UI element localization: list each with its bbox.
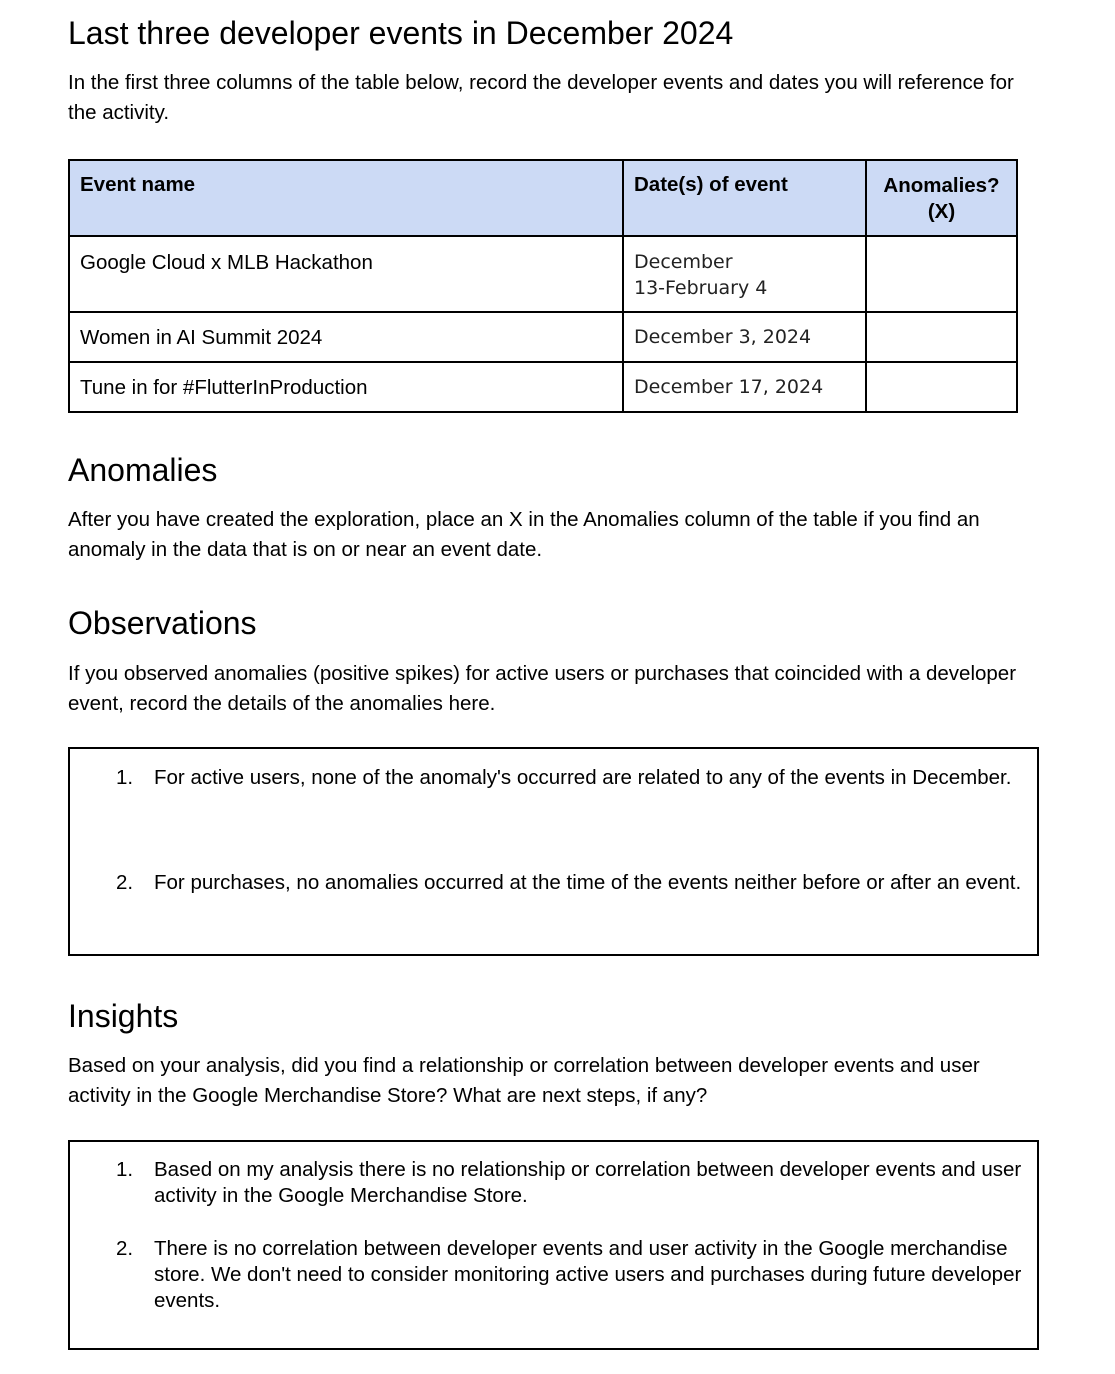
intro-paragraph: In the first three columns of the table below, record the developer events and dates you will reference for the activity.	[68, 71, 1014, 124]
anomalies-paragraph: After you have created the exploration, place an X in the Anomalies column of the table if you find an anomaly in the data that is on or near an event date.	[68, 508, 980, 561]
list-item-number: 1.	[116, 1158, 134, 1181]
list-item	[116, 765, 1022, 791]
event-date-cell[interactable]	[623, 236, 866, 312]
list-item-text: For active users, none of the anomaly's occurred are related to any of the events in December.	[154, 766, 1012, 789]
table-header-row	[69, 160, 1017, 236]
event-name-cell[interactable]: Women in AI Summit 2024	[69, 312, 623, 362]
event-date-line1: December	[634, 251, 733, 273]
anomalies-heading: Anomalies	[68, 452, 218, 488]
insights-paragraph: Based on your analysis, did you find a relationship or correlation between developer events and user activity in the Google Merchandise Store? What are next steps, if any?	[68, 1054, 980, 1107]
list-item	[116, 1236, 1022, 1314]
header-anomalies-line1: Anomalies?	[883, 174, 1000, 197]
event-date-cell[interactable]: December 17, 2024	[623, 362, 866, 412]
event-date-line2: 13-February 4	[634, 277, 768, 299]
observations-answer-box[interactable]	[68, 747, 1039, 956]
list-item-number: 2.	[116, 1237, 134, 1260]
page-title: Last three developer events in December 2024	[68, 15, 734, 51]
list-item	[116, 870, 1022, 896]
observations-heading: Observations	[68, 605, 257, 641]
table-row	[69, 236, 1017, 312]
list-item-number: 2.	[116, 871, 134, 894]
header-anomalies-line2: (X)	[927, 200, 956, 223]
list-item	[116, 1157, 1022, 1209]
header-dates: Date(s) of event	[623, 160, 866, 236]
observations-paragraph: If you observed anomalies (positive spikes) for active users or purchases that coincided with a developer event, record the details of the anomalies here.	[68, 662, 1017, 715]
list-item-text: Based on my analysis there is no relationship or correlation between developer events and user activity in the Google Merchandise Store.	[154, 1158, 1022, 1207]
event-name-cell[interactable]: Google Cloud x MLB Hackathon	[69, 236, 623, 312]
event-name-cell[interactable]: Tune in for #FlutterInProduction	[69, 362, 623, 412]
anomaly-cell[interactable]	[866, 362, 1017, 412]
table-row	[69, 312, 1017, 362]
header-event-name: Event name	[69, 160, 623, 236]
anomaly-cell[interactable]	[866, 236, 1017, 312]
anomaly-cell[interactable]	[866, 312, 1017, 362]
insights-heading: Insights	[68, 998, 179, 1034]
insights-answer-box[interactable]	[68, 1140, 1039, 1350]
events-table	[68, 159, 1018, 413]
list-item-number: 1.	[116, 766, 134, 789]
table-row	[69, 362, 1017, 412]
list-item-text: There is no correlation between developer events and user activity in the Google merchandise store. We don't need to consider monitoring active users and purchases during future developer events.	[154, 1237, 1022, 1312]
header-anomalies	[866, 160, 1017, 236]
list-item-text: For purchases, no anomalies occurred at the time of the events neither before or after an event.	[154, 871, 1022, 894]
event-date-cell[interactable]: December 3, 2024	[623, 312, 866, 362]
